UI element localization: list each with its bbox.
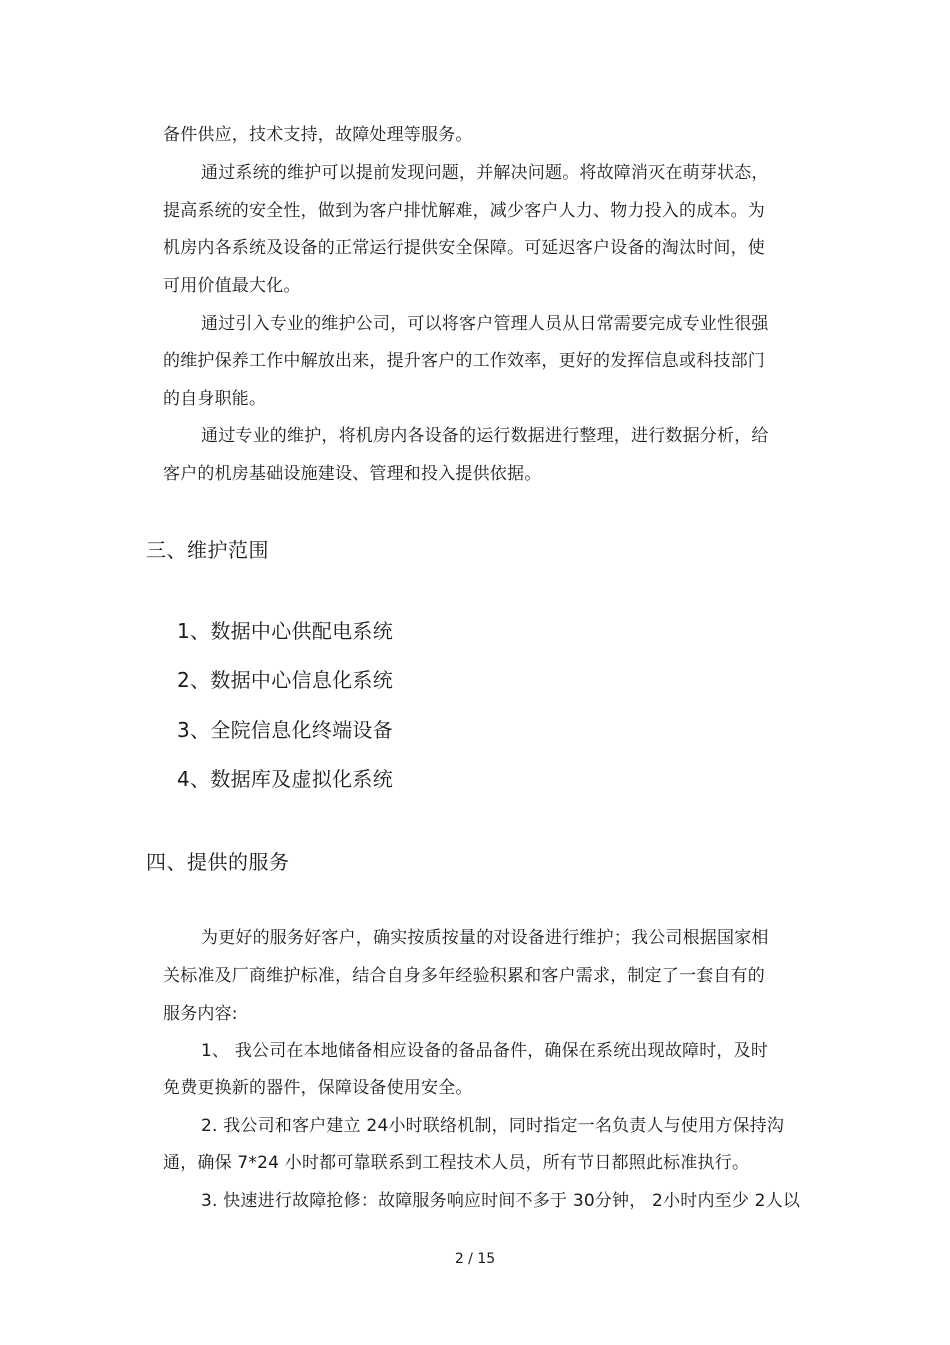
- section4-intro-line-3: 服务内容:: [163, 1004, 238, 1024]
- para2-line-1: 通过系统的维护可以提前发现问题，并解决问题。将故障消灭在萌芽状态，: [201, 163, 769, 183]
- para1-line-1: 备件供应，技术支持，故障处理等服务。: [163, 125, 473, 145]
- section3-item-2: 2、数据中心信息化系统: [177, 668, 394, 692]
- para2-line-4: 可用价值最大化。: [163, 276, 301, 296]
- para4-line-2: 客户的机房基础设施建设、管理和投入提供依据。: [163, 464, 542, 484]
- section3-item-3: 3、全院信息化终端设备: [177, 718, 394, 742]
- para3-line-2: 的维护保养工作中解放出来，提升客户的工作效率，更好的发挥信息或科技部门: [163, 351, 765, 371]
- para3-line-1: 通过引入专业的维护公司，可以将客户管理人员从日常需要完成专业性很强: [201, 314, 769, 334]
- point2-line-2: 通，确保 7*24 小时都可靠联系到工程技术人员，所有节日都照此标准执行。: [163, 1153, 750, 1173]
- section3-heading: 三、维护范围: [146, 538, 269, 562]
- para2-line-2: 提高系统的安全性，做到为客户排忧解难，减少客户人力、物力投入的成本。为: [163, 201, 765, 221]
- point1-line-1: 1、 我公司在本地储备相应设备的备品备件，确保在系统出现故障时，及时: [201, 1041, 769, 1061]
- para4-line-1: 通过专业的维护，将机房内各设备的运行数据进行整理，进行数据分析，给: [201, 426, 769, 446]
- page-number: 2 / 15: [454, 1251, 496, 1267]
- section4-heading: 四、提供的服务: [146, 850, 290, 874]
- para2-line-3: 机房内各系统及设备的正常运行提供安全保障。可延迟客户设备的淘汰时间，使: [163, 238, 765, 258]
- point2-line-1: 2. 我公司和客户建立 24小时联络机制，同时指定一名负责人与使用方保持沟: [201, 1116, 785, 1136]
- para3-line-3: 的自身职能。: [163, 389, 267, 409]
- section3-item-1: 1、数据中心供配电系统: [177, 619, 394, 643]
- section4-intro-line-2: 关标准及厂商维护标准，结合自身多年经验积累和客户需求，制定了一套自有的: [163, 966, 765, 986]
- point1-line-2: 免费更换新的器件，保障设备使用安全。: [163, 1078, 473, 1098]
- point3-line-1: 3. 快速进行故障抢修：故障服务响应时间不多于 30分钟， 2小时内至少 2人以: [201, 1191, 801, 1211]
- section3-item-4: 4、数据库及虚拟化系统: [177, 767, 394, 791]
- section4-intro-line-1: 为更好的服务好客户，确实按质按量的对设备进行维护；我公司根据国家相: [201, 928, 769, 948]
